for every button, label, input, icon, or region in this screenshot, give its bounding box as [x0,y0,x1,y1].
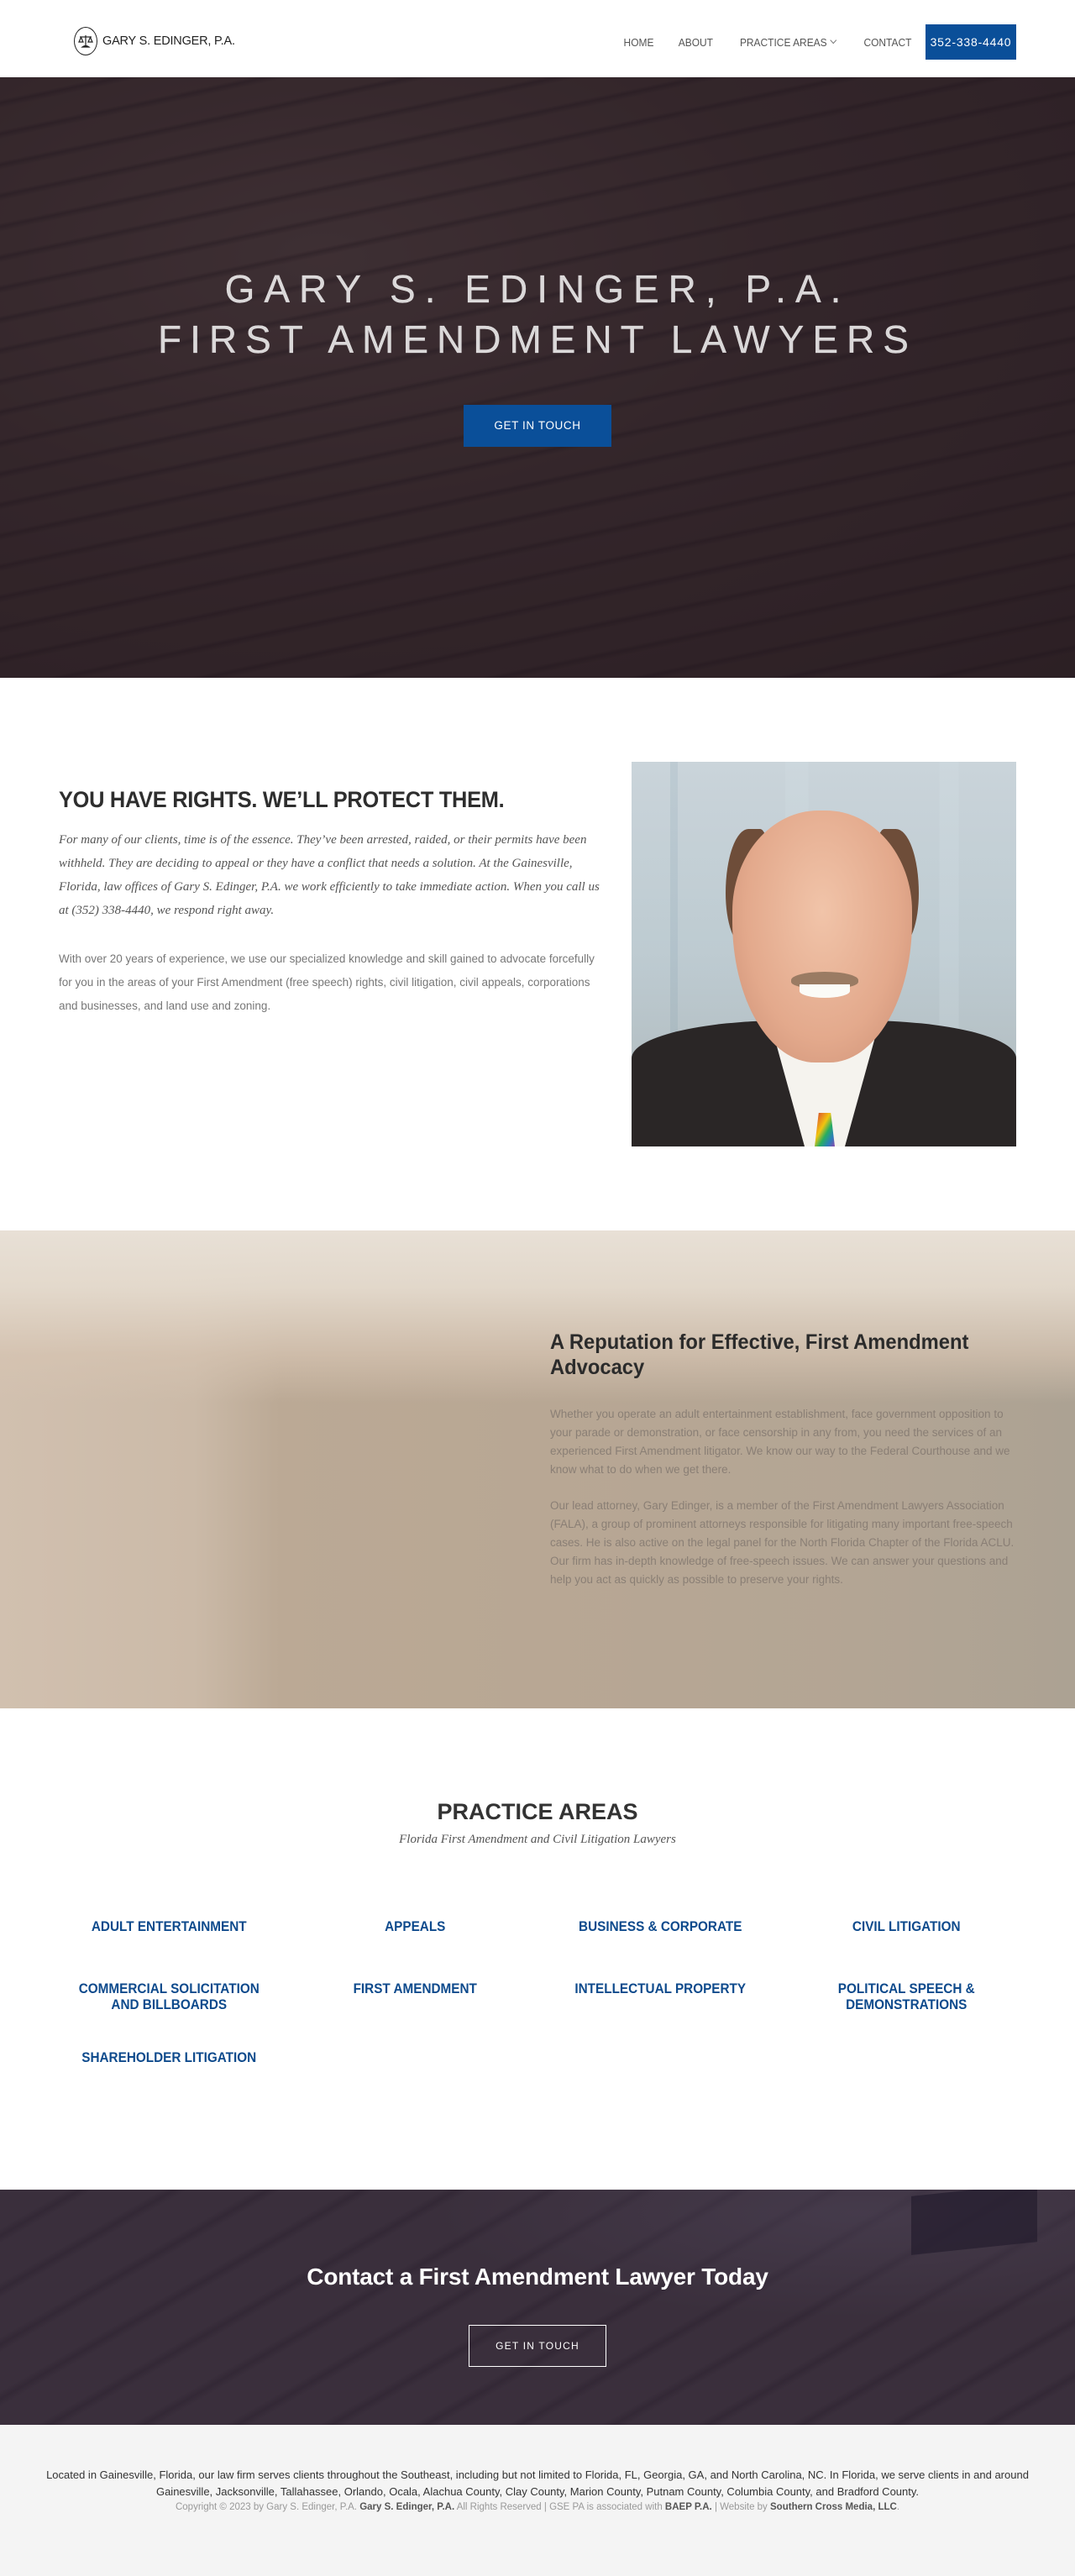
footer-description: Located in Gainesville, Florida, our law firm serves clients throughout the Southeast, including but not limited to Florida, FL, Georgia, GA, and North Carolina, NC. In Florida, we serve clients in and around Gainesville, Jacksonville, Tallahassee, Orlando, Ocala, Alachua County, Clay County, Marion County, Putnam County, Columbia County, and Bradford County. [46,2468,1029,2498]
logo-link[interactable] [74,27,235,55]
about-heading: YOU HAVE RIGHTS. WE’LL PROTECT THEM. [59,787,505,812]
hero-section [0,77,1075,678]
reputation-paragraph-2: Our lead attorney, Gary Edinger, is a member of the First Amendment Lawyers Association (FALA), a group of prominent attorneys responsible for litigating many important free-speech cases. He is also active on the legal panel for the North Florida Chapter of the Florida ACLU. Our firm has in-depth knowledge of free-speech issues. We can answer your questions and help you act as quickly as possible to preserve your rights. [550,1499,1015,1586]
southern-cross-media-link[interactable]: Southern Cross Media, LLC [770,2502,897,2512]
copyright-text: Copyright © 2023 by Gary S. Edinger, P.A. [175,2502,358,2512]
nav-home[interactable]: HOME [623,35,654,49]
firm-name: Gary S. Edinger, P.A. [359,2502,455,2512]
cta-heading: Contact a First Amendment Lawyer Today [307,2264,768,2290]
practice-areas-section [0,1708,1075,2190]
site-header [0,0,1075,77]
practice-area-political-speech[interactable]: POLITICAL SPEECH & DEMONSTRATIONS [837,1981,975,2012]
contact-cta-section [0,2190,1075,2425]
practice-areas-heading: PRACTICE AREAS [437,1799,638,1824]
baep-link[interactable]: BAEP P.A. [664,2502,712,2512]
nav-contact[interactable]: CONTACT [863,35,912,49]
practice-area-first-amendment[interactable]: FIRST AMENDMENT [353,1981,477,1996]
footer-period: . [896,2502,900,2512]
website-by-text: | Website by [714,2502,768,2512]
about-lead-paragraph: For many of our clients, time is of the essence. They’ve been arrested, raided, or their permits have been withheld. They are deciding to appeal or they have a conflict that needs a solution. At the Gainesville, Florida, law offices of Gary S. Edinger, P.A. we work efficiently to take immediate action. When you call us at (352) 338-4440, we respond right away. [59,833,600,917]
hero-title-line-2: FIRST AMENDMENT LAWYERS [158,317,917,361]
practice-areas-subtitle: Florida First Amendment and Civil Litigation Lawyers [399,1833,676,1846]
scales-of-justice-icon [74,27,97,55]
hero-get-in-touch-button[interactable]: GET IN TOUCH [464,405,611,447]
nav-about[interactable]: ABOUT [678,35,713,49]
nav-practice-areas[interactable] [740,36,836,49]
main-nav [622,24,1016,60]
practice-area-adult-entertainment[interactable]: ADULT ENTERTAINMENT [91,1918,247,1934]
practice-area-appeals[interactable]: APPEALS [384,1918,445,1934]
cta-background-image [911,2190,1037,2255]
practice-areas-grid [46,1918,1029,2075]
rights-text: All Rights Reserved | GSE PA is associated with [456,2502,663,2512]
hero-title-line-1: GARY S. EDINGER, P.A. [224,267,851,311]
reputation-section [0,1230,1075,1708]
practice-area-shareholder-litigation[interactable]: SHAREHOLDER LITIGATION [81,2049,257,2065]
chevron-down-icon [831,37,837,44]
logo-text: GARY S. EDINGER, P.A. [102,34,235,48]
nav-practice-areas-label: PRACTICE AREAS [740,35,828,49]
reputation-heading: A Reputation for Effective, First Amendment Advocacy [550,1330,969,1379]
reputation-content [550,1330,1020,1589]
phone-button[interactable]: 352-338-4440 [926,24,1016,60]
about-text [59,787,605,1018]
practice-area-business-corporate[interactable]: BUSINESS & CORPORATE [579,1918,742,1934]
site-footer [0,2425,1075,2576]
practice-area-commercial-solicitation[interactable]: COMMERCIAL SOLICITATION AND BILLBOARDS [78,1981,260,2012]
portrait-head [732,811,912,1062]
hero-content [0,264,1075,447]
about-section [0,678,1075,1230]
about-body-paragraph: With over 20 years of experience, we use our specialized knowledge and skill gained to advocate forcefully for you in the areas of your First Amendment (free speech) rights, civil litigation, civil appeals, corporations and businesses, and land use and zoning. [59,952,595,1012]
practice-area-intellectual-property[interactable]: INTELLECTUAL PROPERTY [574,1981,747,1996]
cta-get-in-touch-button[interactable]: GET IN TOUCH [469,2325,606,2367]
attorney-portrait [632,762,1016,1146]
portrait-smile [800,984,850,998]
practice-area-civil-litigation[interactable]: CIVIL LITIGATION [852,1918,961,1934]
footer-copyright [0,2502,1075,2512]
reputation-paragraph-1: Whether you operate an adult entertainment establishment, face government opposition to your parade or demonstration, or face censorship in any from, you need the services of an experienced First Amendment litigator. We know our way to the Federal Courthouse and we know what to do when we get there. [550,1408,1010,1476]
